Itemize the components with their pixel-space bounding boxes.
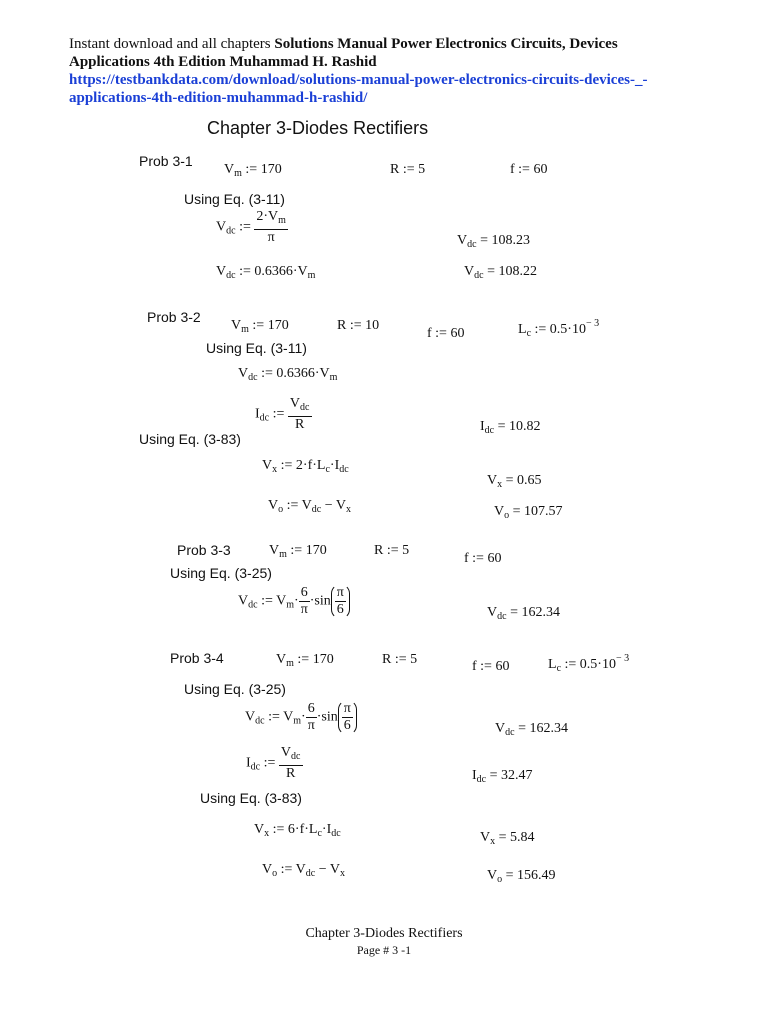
p2-vdc-formula: $V_{dc}$ := $0.6366\cdot V_m$	[238, 366, 338, 383]
p2-vo-formula: $V_o$ := $V_{dc} - V_x$	[268, 498, 351, 515]
prob-3-2-label: Prob 3-2	[147, 309, 201, 325]
header-intro: Instant download and all chapters	[69, 36, 275, 52]
header-book-title-cont: Applications 4th Edition Muhammad H. Rashid	[69, 54, 377, 70]
p4-vdc-result: $V_{dc} = 162.34$	[495, 721, 568, 738]
p3-r-def: R := 5	[374, 543, 410, 558]
p4-f-def: f := 60	[472, 659, 510, 674]
prob-3-4-label: Prob 3-4	[170, 650, 224, 666]
footer-chapter-title: Chapter 3-Diodes Rectifiers	[305, 926, 463, 941]
p2-vm-def: $V_m$ := 170	[231, 318, 289, 335]
p2-idc-result: $I_{dc} = 10.82$	[480, 419, 541, 436]
p2-vx-result: $V_x = 0.65$	[487, 473, 542, 490]
p1-using-eq: Using Eq. (3-11)	[184, 191, 285, 207]
download-link-part1: https://testbankdata.com/download/solutions-manual-power-electronics-circuits-devices-_-	[69, 72, 648, 88]
p3-vdc-formula: $V_{dc}$ := $V_m\cdot$ $\frac{6}{\pi}$ ·sin $\frac{\pi}{6}$	[238, 584, 350, 619]
p1-vdc-formula: $V_{dc}$ := $\frac{2\cdot V_m}{\pi}$	[216, 209, 286, 245]
p3-vdc-result: $V_{dc} = 162.34$	[487, 605, 560, 622]
p1-r-def: R := 5	[390, 162, 426, 177]
p2-idc-formula: $I_{dc}$ := $\frac{V_{dc}}{R}$	[255, 396, 310, 432]
p2-f-def: f := 60	[427, 326, 465, 341]
p4-using-eq1: Using Eq. (3-25)	[184, 681, 286, 697]
p4-vo-result: $V_o = 156.49$	[487, 868, 556, 885]
p2-lc-def: $L_c$ := $0.5\cdot 10^{- 3}$	[518, 318, 600, 339]
p4-idc-formula: $I_{dc}$ := $\frac{V_{dc}}{R}$	[246, 745, 301, 781]
p1-vdc-formula2: $V_{dc}$ := $0.6366\cdot V_m$	[216, 264, 316, 281]
p1-vdc-result2: $V_{dc} = 108.22$	[464, 264, 537, 281]
p1-vm-def: $V_m$ := 170	[224, 162, 282, 179]
p4-r-def: R := 5	[382, 652, 418, 667]
download-link[interactable]	[69, 71, 759, 107]
prob-3-1-label: Prob 3-1	[139, 153, 193, 169]
p3-vm-def: $V_m$ := 170	[269, 543, 327, 560]
p3-f-def: f := 60	[464, 551, 502, 566]
chapter-title: Chapter 3-Diodes Rectifiers	[207, 118, 429, 138]
p4-idc-result: $I_{dc} = 32.47$	[472, 768, 533, 785]
p1-vdc-result1: $V_{dc} = 108.23$	[457, 233, 530, 250]
p1-f-def: f := 60	[510, 162, 548, 177]
download-link-part2: applications-4th-edition-muhammad-h-rashid/	[69, 90, 368, 106]
footer-page-number: Page # 3 -1	[356, 943, 412, 957]
document-header	[69, 35, 759, 107]
p4-vx-formula: $V_x$ := $6\cdot f\cdot L_c\cdot I_{dc}$	[254, 822, 341, 839]
p2-using-eq2: Using Eq. (3-83)	[139, 431, 241, 447]
p4-vm-def: $V_m$ := 170	[276, 652, 334, 669]
prob-3-3-label: Prob 3-3	[177, 542, 231, 558]
p4-vdc-formula: $V_{dc}$ := $V_m\cdot$ $\frac{6}{\pi}$ ·sin $\frac{\pi}{6}$	[245, 700, 357, 735]
p4-using-eq2: Using Eq. (3-83)	[200, 790, 302, 806]
header-book-title: Solutions Manual Power Electronics Circuits, Devices	[274, 36, 618, 52]
p4-lc-def: $L_c$ := $0.5\cdot 10^{- 3}$	[548, 653, 630, 674]
p4-vo-formula: $V_o$ := $V_{dc} - V_x$	[262, 862, 345, 879]
p4-vx-result: $V_x = 5.84$	[480, 830, 535, 847]
p3-using-eq: Using Eq. (3-25)	[170, 565, 272, 581]
p2-vo-result: $V_o = 107.57$	[494, 504, 563, 521]
p2-using-eq1: Using Eq. (3-11)	[206, 340, 307, 356]
p2-vx-formula: $V_x$ := $2\cdot f\cdot L_c\cdot I_{dc}$	[262, 458, 349, 475]
p2-r-def: R := 10	[337, 318, 380, 333]
